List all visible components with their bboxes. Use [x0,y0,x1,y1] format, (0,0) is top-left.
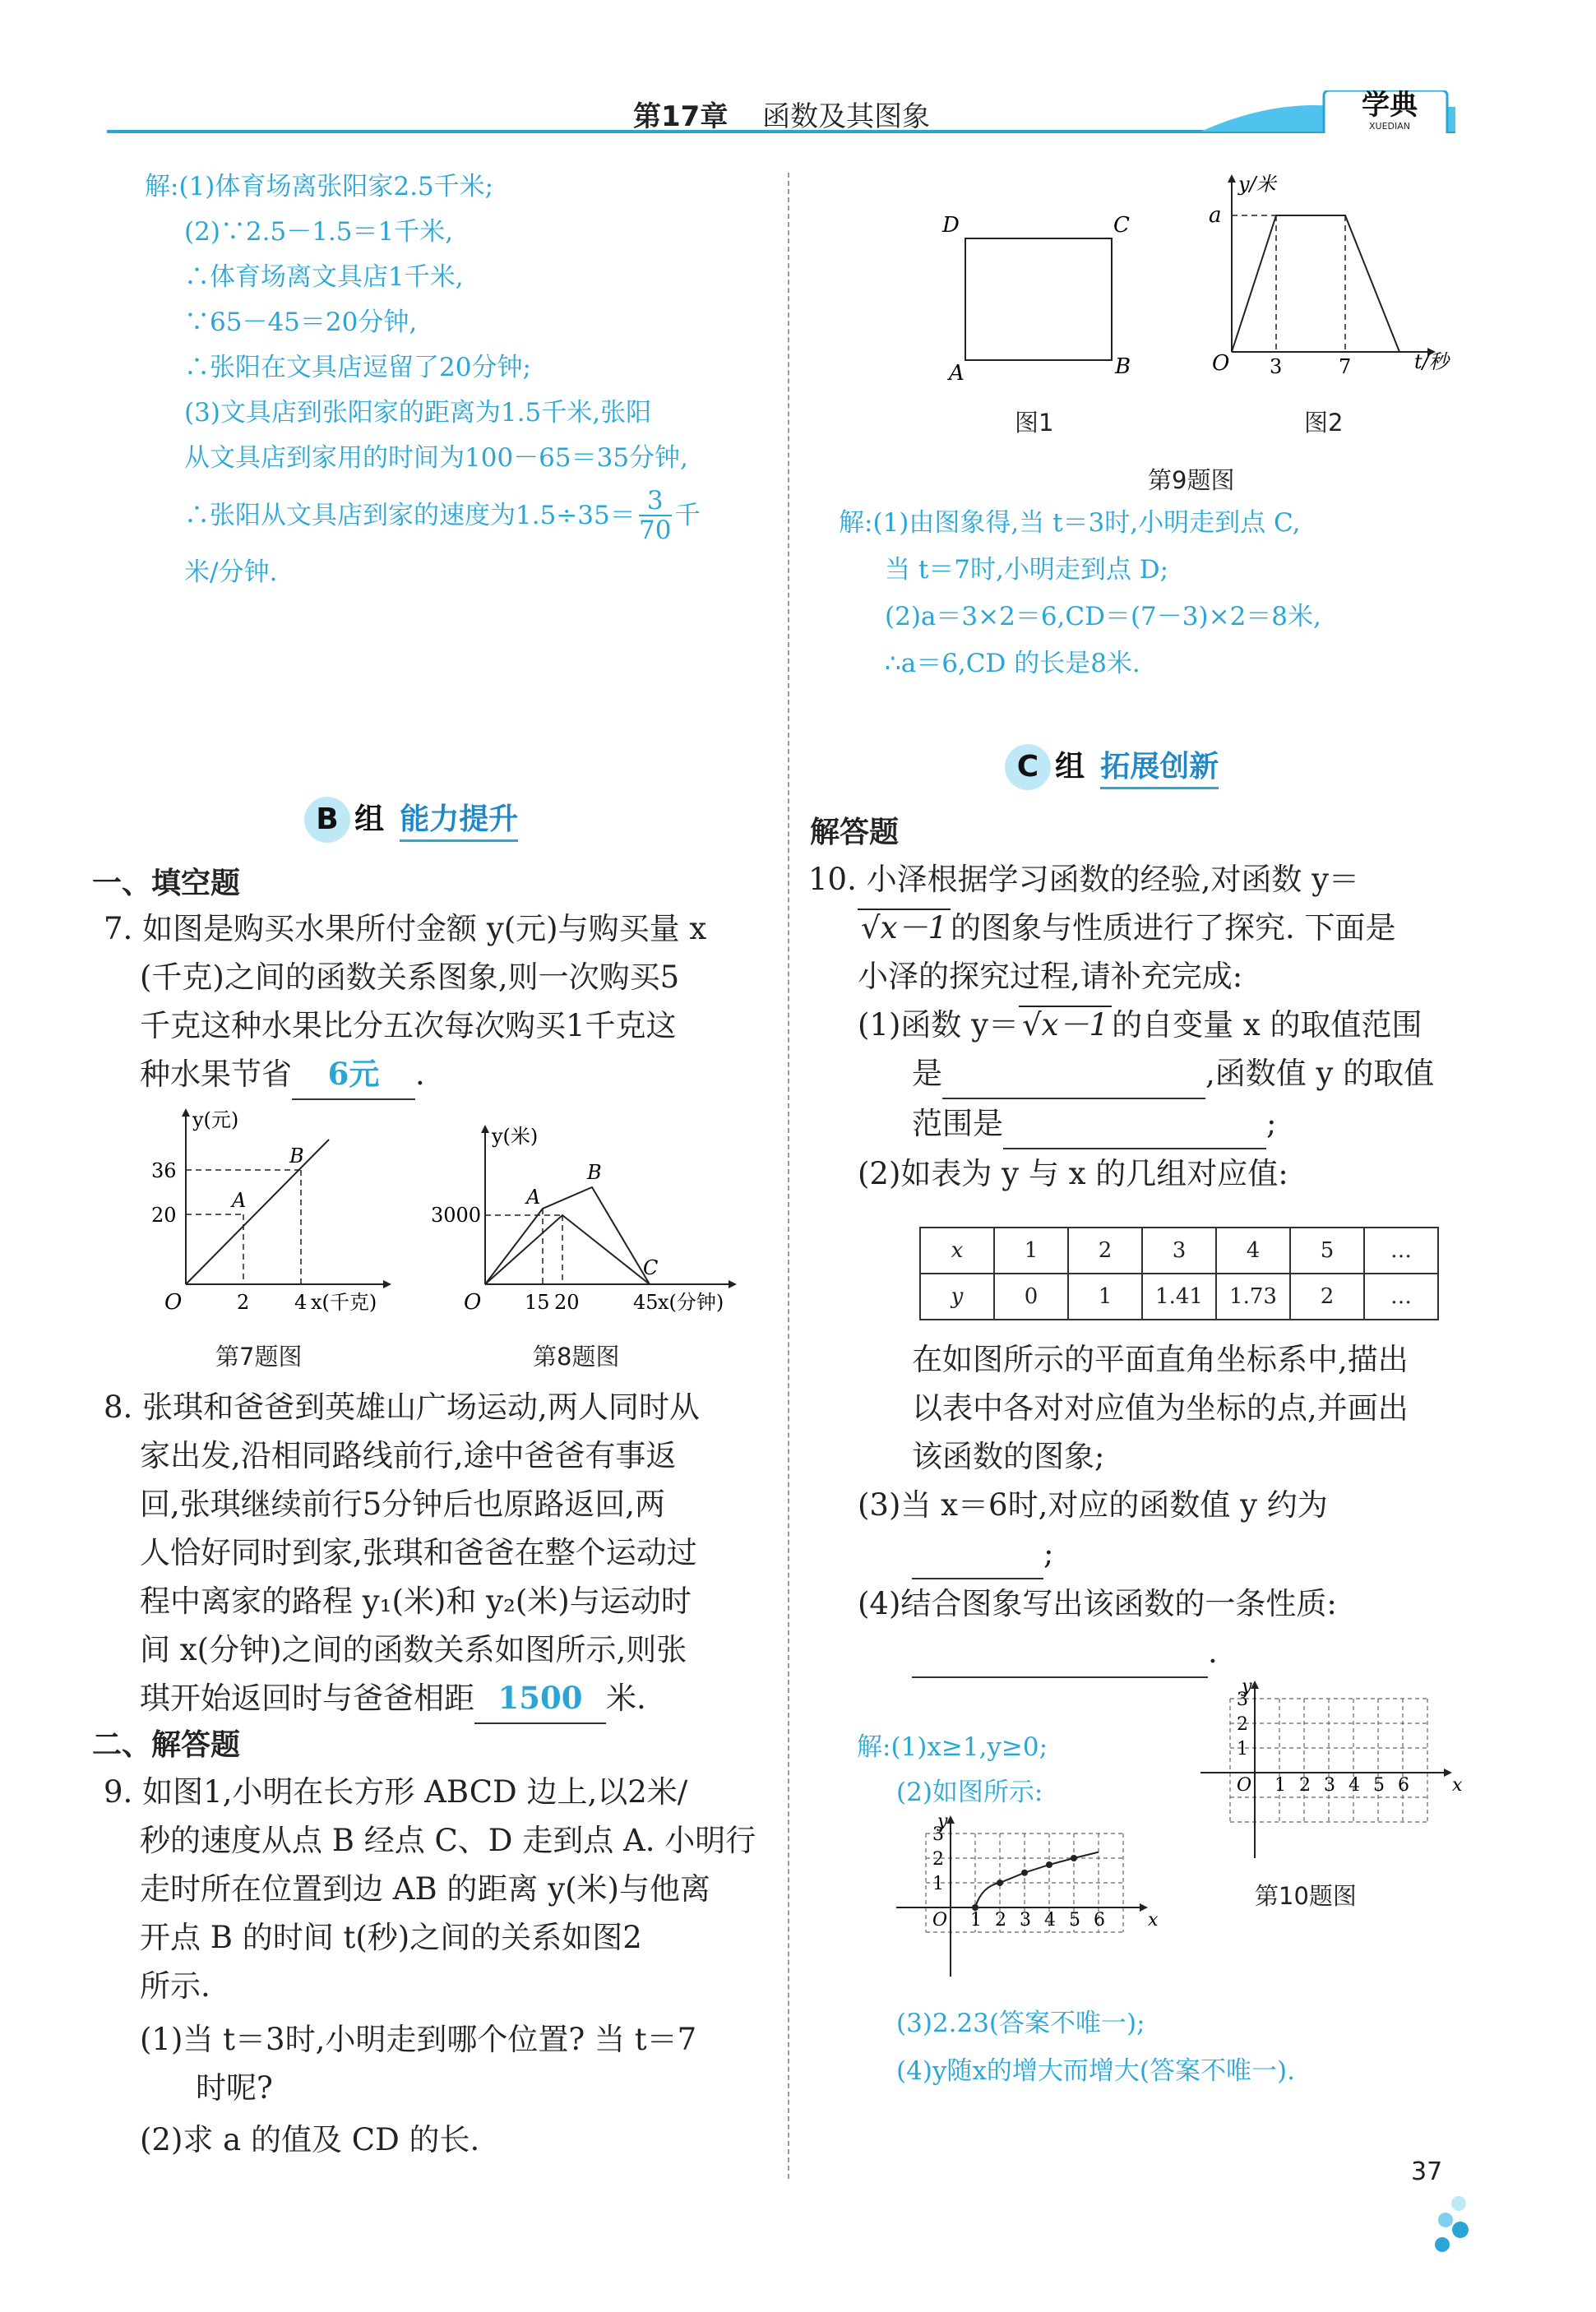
group-c-heading [1005,743,1219,790]
answer-fig10-origin: O [932,1910,948,1931]
table-cell: … [1364,1274,1438,1320]
table-cell: x [920,1228,994,1274]
question-10 [808,855,1589,1198]
q10-part3-blank-line [808,1529,1589,1579]
figure-9-2 [1192,164,1488,395]
chapter-title [633,94,930,134]
q10-blank-range[interactable] [1003,1099,1266,1149]
fig8-caption: 第8题图 [533,1343,620,1371]
fig7-ytick: 36 [151,1159,177,1182]
fraction-numerator: 3 [646,486,664,516]
q10-line: 小泽的探究过程,请补充完成: [858,959,1243,994]
q10-line: 以表中各对对应值为坐标的点,并画出 [912,1390,1409,1426]
q9-line: 9. 如图1,小明在长方形 ABCD 边上,以2米/ [104,1774,688,1810]
answer-fig10-xtick: 1 [970,1910,982,1931]
fig8-xtick: 15 [525,1291,550,1314]
fig7-xlabel: x(千克) [311,1291,377,1314]
fig10-ytick: 3 [1237,1690,1248,1710]
q10-part4-blank-line [808,1628,1589,1678]
q10-blank-value[interactable] [912,1529,1043,1579]
question-8 [104,1383,770,1724]
fig10-ytick: 1 [1237,1739,1248,1759]
q10-line: 该函数的图象; [912,1439,1105,1474]
q7-line: 千克这种水果比分五次每次购买1千克这 [140,1008,677,1043]
fig8-point-a: A [526,1186,541,1209]
answer-q6 [145,164,770,595]
q10-line: 在如图所示的平面直角坐标系中,描出 [912,1342,1409,1377]
q10-line: ,函数值 y 的取值 [1205,1056,1435,1091]
fig9-ylabel: y/米 [1238,173,1276,196]
fig7-xtick: 2 [237,1291,250,1314]
fig10-xtick: 1 [1274,1775,1286,1796]
answer-fig10-xtick: 3 [1020,1910,1031,1931]
answer-line: (2)∵2.5－1.5＝1千米, [184,217,454,247]
q10-answer-line: (4)y随x的增大而增大(答案不唯一). [896,2056,1295,2086]
fig9-rect-d: D [942,213,960,238]
group-b-heading [304,796,518,843]
figure-7 [140,1102,419,1332]
q10-line: 是 [912,1056,942,1091]
question-10-cont [808,1335,1589,1678]
table-cell: 2 [1290,1274,1364,1320]
answer-fraction-line [145,481,770,550]
fig8-point-c: C [643,1256,659,1279]
q10-line: (2)如表为 y 与 x 的几组对应值: [858,1156,1288,1191]
fig8-xtick: 45 [633,1291,659,1314]
q10-blank-property[interactable] [912,1628,1208,1678]
q9-line: 所示. [140,1968,210,2004]
answer-line: ∴体育场离文具店1千米, [184,262,464,292]
q8-line: 琪开始返回时与爸爸相距 [140,1681,474,1716]
answer-line: 解:(1)体育场离张阳家2.5千米; [145,172,494,201]
column-divider [788,173,789,2179]
fig8-xtick: 20 [554,1291,580,1314]
q9-answer-line: 当 t＝7时,小明走到点 D; [885,555,1169,585]
fig10-origin: O [1237,1775,1252,1796]
sqrt-expr: x－1 [880,910,947,946]
answer-fig10-xtick: 6 [1094,1910,1105,1931]
table-row [920,1274,1438,1320]
sqrt-expression: √x－1 [858,909,951,946]
fig7-ylabel: y(元) [192,1108,239,1131]
fig9-xtick: 3 [1270,355,1283,378]
fig10-ylabel: y [1242,1677,1252,1697]
sqrt-expression: √x－1 [1019,1006,1112,1043]
table-row [920,1228,1438,1274]
q10-part1-line [808,1001,1589,1049]
group-c-title: 拓展创新 [1100,750,1219,789]
answer-line: ∵65－45＝20分钟, [184,307,418,337]
q10-part1-blank-line [808,1049,1589,1099]
answer-fig10-ytick: 3 [932,1824,944,1845]
brand-logo [1344,89,1435,132]
fig10-xlabel: x [1452,1775,1463,1796]
sqrt-expr: x－1 [1041,1007,1109,1043]
q8-line: 家出发,沿相同路线前行,途中爸爸有事返 [140,1438,677,1473]
fig7-caption: 第7题图 [215,1343,303,1371]
q10-line: 的自变量 x 的取值范围 [1112,1007,1423,1043]
q7-line: 7. 如图是购买水果所付金额 y(元)与购买量 x [104,911,707,946]
q10-line: (4)结合图象写出该函数的一条性质: [858,1586,1337,1621]
table-10 [919,1227,1439,1320]
table-cell: 1.41 [1142,1274,1216,1320]
q8-line: 程中离家的路程 y₁(米)和 y₂(米)与运动时 [140,1584,692,1619]
brand-sub: XUEDIAN [1368,121,1410,132]
q10-line: ; [1043,1536,1054,1571]
fig7-point-a: A [232,1189,247,1212]
fig9-caption: 第9题图 [1148,466,1235,494]
q10-sqrt-line [808,904,1589,952]
answer-fig10-xtick: 5 [1069,1910,1080,1931]
q10-line: 的图象与性质进行了探究. 下面是 [951,910,1396,946]
answer-line: 米/分钟. [184,557,278,587]
q10-line: (3)当 x＝6时,对应的函数值 y 约为 [858,1487,1328,1523]
page-number: 37 [1411,2157,1443,2186]
q7-line: 种水果节省 [140,1057,292,1092]
fig7-point-b: B [289,1144,304,1168]
answer-line: ∴张阳在文具店逗留了20分钟; [184,353,531,382]
q7-line: (千克)之间的函数关系图象,则一次购买5 [140,959,680,995]
q9-line: (1)当 t＝3时,小明走到哪个位置? 当 t＝7 [140,2022,697,2057]
fig10-xtick: 6 [1398,1775,1409,1796]
section-solve: 二、解答题 [92,1728,241,1762]
fraction-denominator: 70 [639,516,672,545]
fig9-xtick: 7 [1339,355,1352,378]
figure-8 [428,1118,756,1332]
figure-9-1 [937,206,1143,395]
section-solve-c: 解答题 [810,816,900,849]
q9-answer-line: 解:(1)由图象得,当 t＝3时,小明走到点 C, [839,508,1301,538]
table-cell: 0 [994,1274,1068,1320]
question-9 [104,1768,770,2164]
fig8-xlabel: x(分钟) [658,1291,724,1314]
table-cell: 3 [1142,1228,1216,1274]
fig10-ytick: 2 [1237,1714,1248,1735]
header-bar [107,90,1455,133]
fig9-caption-1: 图1 [1015,409,1054,437]
q8-line: 人恰好同时到家,张琪和爸爸在整个运动过 [140,1535,697,1570]
q9-line: 走时所在位置到边 AB 的距离 y(米)与他离 [140,1871,710,1907]
q10-blank-domain[interactable] [942,1049,1205,1099]
q8-end: 米. [606,1681,646,1716]
q10-answer-line: (2)如图所示: [896,1778,1043,1807]
answer-line: (3)文具店到张阳家的距离为1.5千米,张阳 [184,398,652,428]
table-cell: 1 [994,1228,1068,1274]
fig7-origin: O [164,1290,183,1315]
fig9-rect-b: B [1115,354,1131,379]
group-c-badge: C [1005,744,1051,790]
fig10-xtick: 4 [1349,1775,1360,1796]
fig9-rect-a: A [949,361,965,386]
q10-part1-range-line [808,1099,1589,1149]
question-7 [104,904,770,1100]
fig9-xlabel: t/秒 [1414,350,1449,373]
q9-line: 时呢? [196,2070,273,2106]
table-cell: y [920,1274,994,1320]
table-cell: 2 [1068,1228,1142,1274]
q8-line: 回,张琪继续前行5分钟后也原路返回,两 [140,1487,666,1522]
chapter-name: 函数及其图象 [762,100,931,133]
fig7-ytick: 20 [151,1204,177,1227]
table-cell: … [1364,1228,1438,1274]
group-b-label: 组 [354,802,385,836]
answer-line: ∴张阳从文具店到家的速度为1.5÷35＝ [184,500,636,530]
group-b-badge: B [304,797,350,843]
fraction [639,487,672,544]
q8-answer-line [104,1674,770,1724]
q9-answer-line: ∴a＝6,CD 的长是8米. [885,649,1140,678]
answer-line: 千 [674,500,701,530]
answer-fig10-ylabel: y [937,1812,948,1832]
q10-line: 10. 小泽根据学习函数的经验,对函数 y＝ [808,862,1360,897]
figure-10 [1200,1677,1472,1866]
fig9-ytick-a: a [1209,203,1222,228]
fig10-xtick: 2 [1299,1775,1311,1796]
answer-q10-bottom [896,2000,1571,2095]
table-cell: 5 [1290,1228,1364,1274]
q8-line: 8. 张琪和爸爸到英雄山广场运动,两人同时从 [104,1390,700,1425]
fig8-point-b: B [587,1161,602,1184]
q9-line: (2)求 a 的值及 CD 的长. [140,2122,480,2157]
page-decoration [1423,2187,1480,2261]
fig10-xtick: 3 [1324,1775,1335,1796]
answer-q10-top [857,1725,1202,1815]
q9-line: 开点 B 的时间 t(秒)之间的关系如图2 [140,1920,642,1955]
q7-end: . [415,1057,425,1092]
q10-line: 范围是 [912,1106,1003,1141]
q10-line: ; [1266,1106,1277,1141]
fig8-ytick: 3000 [431,1204,482,1227]
fig10-caption: 第10题图 [1255,1882,1357,1910]
answer-q9 [839,500,1579,687]
q9-line: 秒的速度从点 B 经点 C、D 走到点 A. 小明行 [140,1823,756,1858]
table-cell: 4 [1216,1228,1290,1274]
answer-fig10-ytick: 2 [932,1849,944,1870]
q7-answer-line [104,1050,770,1100]
answer-line: 从文具店到家用的时间为100－65＝35分钟, [184,443,688,473]
q7-answer: 6元 [292,1050,415,1100]
fig10-xtick: 5 [1373,1775,1385,1796]
table-cell: 1 [1068,1274,1142,1320]
answer-fig10-xtick: 2 [995,1910,1006,1931]
answer-fig10-xtick: 4 [1044,1910,1056,1931]
group-c-label: 组 [1055,750,1085,784]
fig8-origin: O [464,1290,482,1315]
brand-name: 学典 [1362,89,1418,122]
q8-line: 间 x(分钟)之间的函数关系如图所示,则张 [140,1632,687,1667]
fig9-caption-2: 图2 [1304,409,1344,437]
q10-answer-line: 解:(1)x≥1,y≥0; [857,1732,1048,1762]
fig8-ylabel: y(米) [492,1125,539,1148]
table-cell: 1.73 [1216,1274,1290,1320]
group-b-title: 能力提升 [400,802,518,842]
answer-figure-10 [896,1812,1168,1993]
q9-answer-line: (2)a＝3×2＝6,CD＝(7－3)×2＝8米, [885,602,1321,631]
q8-answer: 1500 [474,1674,606,1724]
chapter-number: 第17章 [633,100,729,133]
section-fill: 一、填空题 [92,867,241,900]
answer-fig10-xlabel: x [1148,1910,1159,1931]
fig9-origin: O [1212,351,1230,376]
q10-line: (1)函数 y＝ [858,1007,1020,1043]
q10-answer-line: (3)2.23(答案不唯一); [896,2009,1145,2038]
fig7-xtick: 4 [294,1291,308,1314]
fig9-rect-c: C [1113,213,1130,238]
q10-line: . [1208,1635,1218,1670]
answer-fig10-ytick: 1 [932,1874,944,1894]
